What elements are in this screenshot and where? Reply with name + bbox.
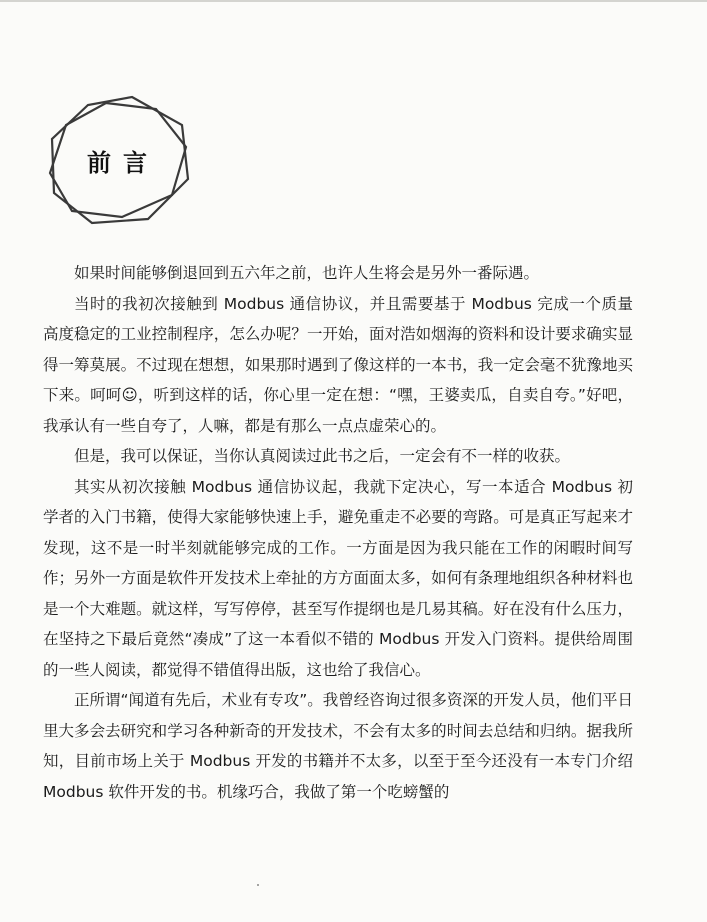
paragraph-2: 当时的我初次接触到 Modbus 通信协议，并且需要基于 Modbus 完成一个质量高度稳定的工业控制程序，怎么办呢？一开始，面对浩如烟海的资料和设计要求确实显得一筹莫展。不过现在想想，如果那时遇到了像这样的一本书，我一定会毫不犹豫地买下来。呵呵☺，听到这样的话，你心里一定在想：“嘿，王婆卖瓜，自卖自夸。”好吧，我承认有一些自夸了，人嘛，都是有那么一点点虚荣心的。 <box>43 294 633 435</box>
page-title: 前言 <box>87 147 159 177</box>
top-edge-line <box>0 0 707 2</box>
paragraph-5: 正所谓“闻道有先后，术业有专攻”。我曾经咨询过很多资深的开发人员，他们平日里大多会去研究和学习各种新奇的开发技术，不会有太多的时间去总结和归纳。据我所知，目前市场上关于 Modbus 开发的书籍并不太多，以至于至今还没有一本专门介绍 Modbus 软件开发的书。机缘巧合，我做了第一个吃螃蟹的 <box>43 691 633 801</box>
section-title-badge <box>44 95 194 225</box>
paragraph-4: 其实从初次接触 Modbus 通信协议起，我就下定决心，写一本适合 Modbus 初学者的入门书籍，使得大家能够快速上手，避免重走不必要的弯路。可是真正写起来才发现，这不是一时半刻就能够完成的工作。一方面是因为我只能在工作的闲暇时间写作；另外一方面是软件开发技术上牵扯的方方面面太多，如何有条理地组织各种材料也是一个大难题。就这样，写写停停，甚至写作提纲也是几易其稿。好在没有什么压力，在坚持之下最后竟然“凑成”了这一本看似不错的 Modbus 开发入门资料。提供给周围的一些人阅读，都觉得不错值得出版，这也给了我信心。 <box>43 477 633 679</box>
scan-speck <box>257 884 259 886</box>
paragraph-1: 如果时间能够倒退回到五六年之前，也许人生将会是另外一番际遇。 <box>74 264 540 282</box>
preface-body <box>43 258 633 807</box>
paragraph-3: 但是，我可以保证，当你认真阅读过此书之后，一定会有不一样的收获。 <box>74 447 571 465</box>
